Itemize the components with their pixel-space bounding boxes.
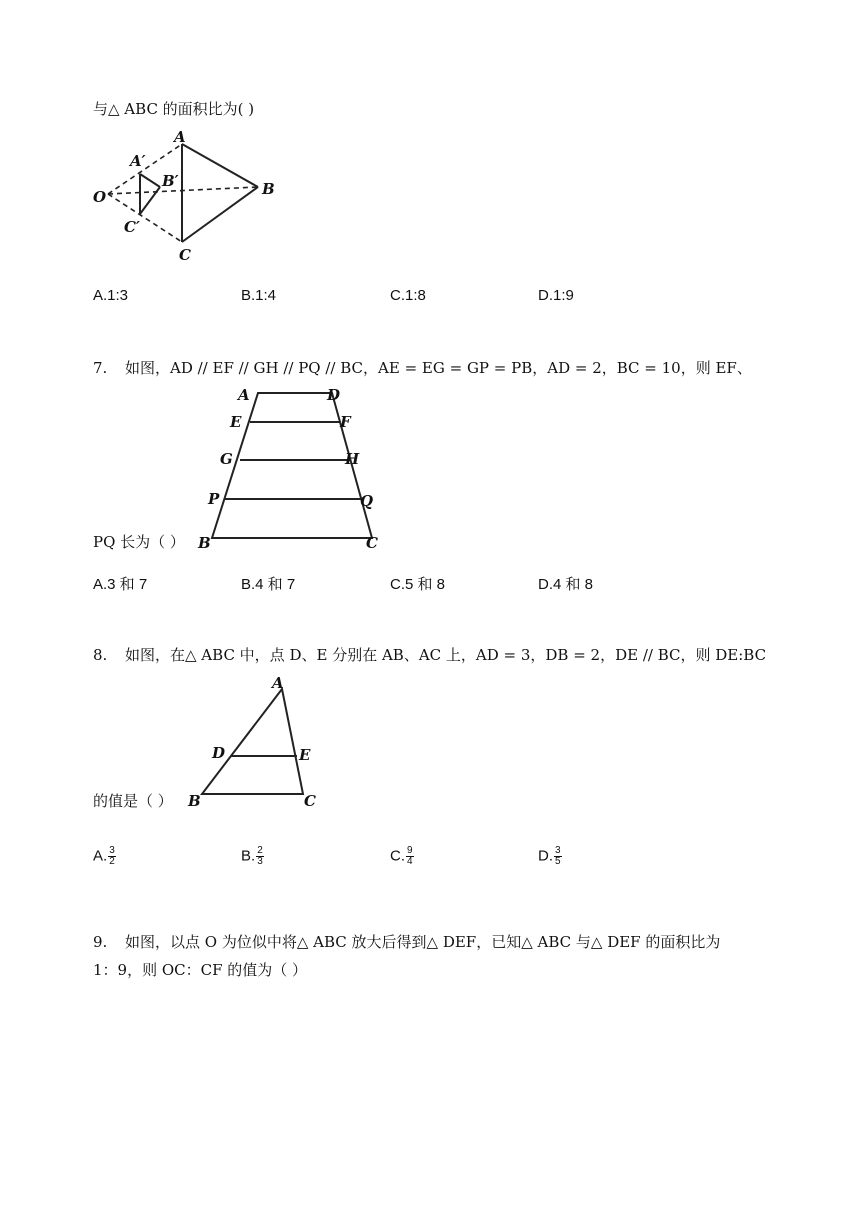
q6-label-O: O [93, 188, 107, 206]
q8-option-d: D. $\frac{3}{5}$ [538, 845, 561, 867]
q8-label-D: D [212, 744, 226, 762]
q8-stem: 如图，在△ ABC 中，点 D、E 分别在 AB、AC 上，AD = 3，DB = 2，DE // BC，则 DE:BC [125, 646, 767, 664]
q7-trapezoid-figure [190, 382, 390, 554]
q9-line2: 1：9，则 OC：CF 的值为（ ） [93, 961, 308, 979]
q8-label-B: B [188, 792, 201, 810]
q6-label-B1: B′ [162, 172, 179, 190]
q7-label-Q: Q [360, 492, 374, 510]
q6-option-c: C.1:8 [390, 287, 426, 304]
q7-label-F: F [340, 413, 351, 431]
q8-number: 8. [93, 646, 108, 664]
q7-label-D: D [327, 386, 341, 404]
q7-option-a: A.3 和 7 [93, 576, 148, 593]
q6-option-d: D.1:9 [538, 287, 574, 304]
q8-label-A: A [272, 674, 284, 692]
q7-label-B: B [198, 534, 211, 552]
q8-option-a: A. $\frac{3}{2}$ [93, 845, 115, 867]
q6-stem-tail: 与△ ABC 的面积比为( ) [93, 100, 255, 118]
q7-label-C: C [366, 534, 378, 552]
q8-label-E: E [299, 746, 311, 764]
q7-label-H: H [345, 450, 360, 468]
q7-label-G: G [220, 450, 233, 468]
q9-number: 9. [93, 933, 108, 951]
q7-label-P: P [208, 490, 220, 508]
q7-label-E: E [230, 413, 242, 431]
q7-number: 7. [93, 359, 108, 377]
q6-label-C1: C′ [124, 218, 140, 236]
q9-line1: 如图，以点 O 为位似中将△ ABC 放大后得到△ DEF，已知△ ABC 与△ DEF 的面积比为 [125, 933, 721, 951]
q7-option-d: D.4 和 8 [538, 576, 594, 593]
q7-label-A: A [238, 386, 250, 404]
q8-option-b: B. $\frac{2}{3}$ [241, 845, 263, 867]
q8-stem-tail: 的值是（ ） [93, 792, 173, 810]
q6-option-a: A.1:3 [93, 287, 129, 304]
q6-label-C: C [179, 246, 191, 264]
q6-option-b: B.1:4 [241, 287, 277, 304]
q6-label-A1: A′ [130, 152, 146, 170]
q8-option-c: C. $\frac{9}{4}$ [390, 845, 413, 867]
q7-stem: 如图，AD // EF // GH // PQ // BC，AE = EG = GP = PB，AD = 2，BC = 10，则 EF、 [125, 359, 752, 377]
q8-label-C: C [304, 792, 316, 810]
q7-stem-tail: PQ 长为（ ） [93, 533, 185, 551]
q6-label-A: A [174, 128, 186, 146]
q6-label-B: B [262, 180, 275, 198]
q7-option-c: C.5 和 8 [390, 576, 446, 593]
q6-figure [88, 124, 288, 266]
q7-option-b: B.4 和 7 [241, 576, 296, 593]
q8-triangle-figure [180, 672, 330, 812]
